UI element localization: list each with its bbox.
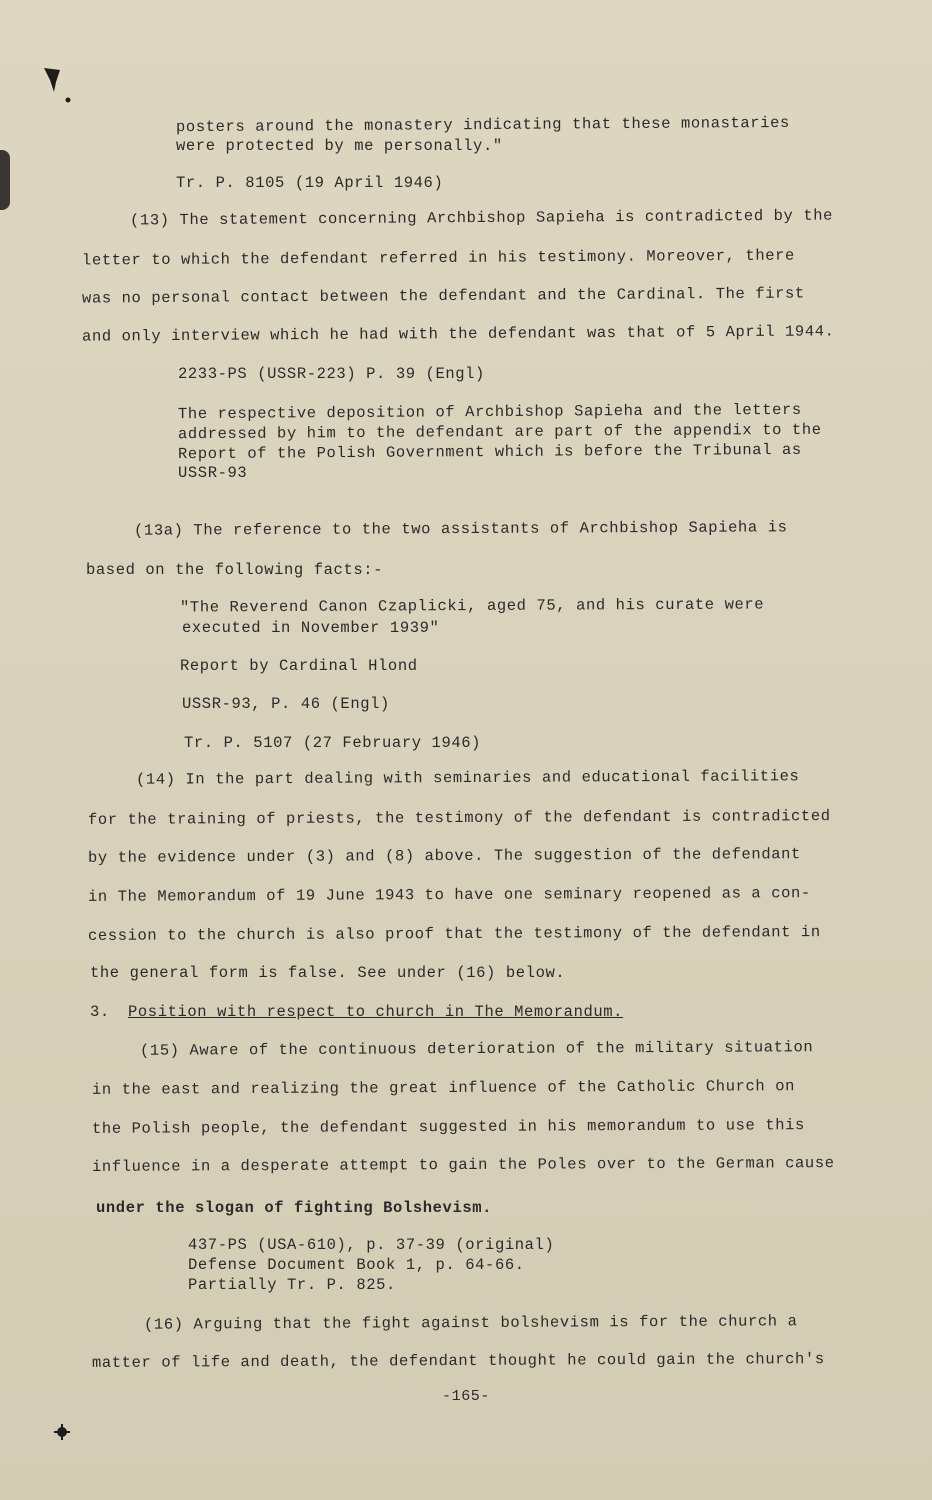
text-line: for the training of priests, the testimony of the defendant is contradicted [87, 807, 831, 829]
text-line: Tr. P. 5107 (27 February 1946) [184, 734, 482, 752]
text-line: addressed by him to the defendant are part of the appendix to the [177, 420, 822, 444]
text-line: USSR-93, P. 46 (Engl) [182, 695, 390, 713]
section-heading: Position with respect to church in The Memorandum. [128, 1003, 624, 1021]
text-line: letter to which the defendant referred in his testimony. Moreover, there [81, 246, 795, 270]
text-line: (15) Aware of the continuous deterioration of the military situation [139, 1038, 814, 1060]
text-line: Partially Tr. P. 825. [188, 1276, 396, 1294]
text-line: 437-PS (USA-610), p. 37-39 (original) [188, 1236, 555, 1254]
text-line: (13) The statement concerning Archbishop Sapieha is contradicted by the [129, 206, 834, 230]
text-line: executed in November 1939" [182, 619, 440, 637]
text-line: USSR-93 [178, 464, 248, 482]
section-number: 3. [90, 1003, 110, 1021]
text-line: matter of life and death, the defendant thought he could gain the church's [91, 1350, 825, 1372]
ink-mark-bottom [52, 1422, 72, 1442]
text-line: cession to the church is also proof that the testimony of the defendant in [87, 923, 821, 945]
text-line: in The Memorandum of 19 June 1943 to have one seminary reopened as a con- [87, 884, 811, 906]
text-line: in the east and realizing the great influence of the Catholic Church on [91, 1077, 796, 1099]
text-line: under the slogan of fighting Bolshevism. [96, 1199, 493, 1217]
page-number: -165- [442, 1388, 491, 1405]
text-line: Report of the Polish Government which is before the Tribunal as [177, 440, 802, 464]
text-line: by the evidence under (3) and (8) above. The suggestion of the defendant [87, 845, 801, 867]
text-line: the Polish people, the defendant suggested in his memorandum to use this [91, 1116, 805, 1138]
text-line: Tr. P. 8105 (19 April 1946) [176, 174, 444, 192]
text-line: (13a) The reference to the two assistants of Archbishop Sapieha is [133, 518, 788, 540]
text-line: and only interview which he had with the defendant was that of 5 April 1944. [81, 322, 835, 346]
text-line: (14) In the part dealing with seminaries and educational facilities [135, 767, 800, 789]
text-line: posters around the monastery indicating that these monastaries [175, 113, 790, 137]
text-line: The respective deposition of Archbishop Sapieha and the letters [177, 400, 802, 424]
text-line: Defense Document Book 1, p. 64-66. [188, 1256, 525, 1274]
text-line: was no personal contact between the defendant and the Cardinal. The first [81, 284, 805, 308]
left-edge-shadow [0, 150, 10, 210]
text-line: 2233-PS (USSR-223) P. 39 (Engl) [178, 365, 485, 383]
text-line: based on the following facts:- [86, 561, 384, 579]
text-line: "The Reverend Canon Czaplicki, aged 75, and his curate were [179, 595, 765, 617]
text-line: (16) Arguing that the fight against bolshevism is for the church a [143, 1312, 798, 1334]
text-line: the general form is false. See under (16) below. [90, 964, 566, 982]
ink-mark-top [38, 62, 72, 106]
text-line: influence in a desperate attempt to gain the Poles over to the German cause [91, 1154, 835, 1176]
text-line: were protected by me personally." [176, 137, 503, 155]
text-line: Report by Cardinal Hlond [180, 657, 418, 675]
